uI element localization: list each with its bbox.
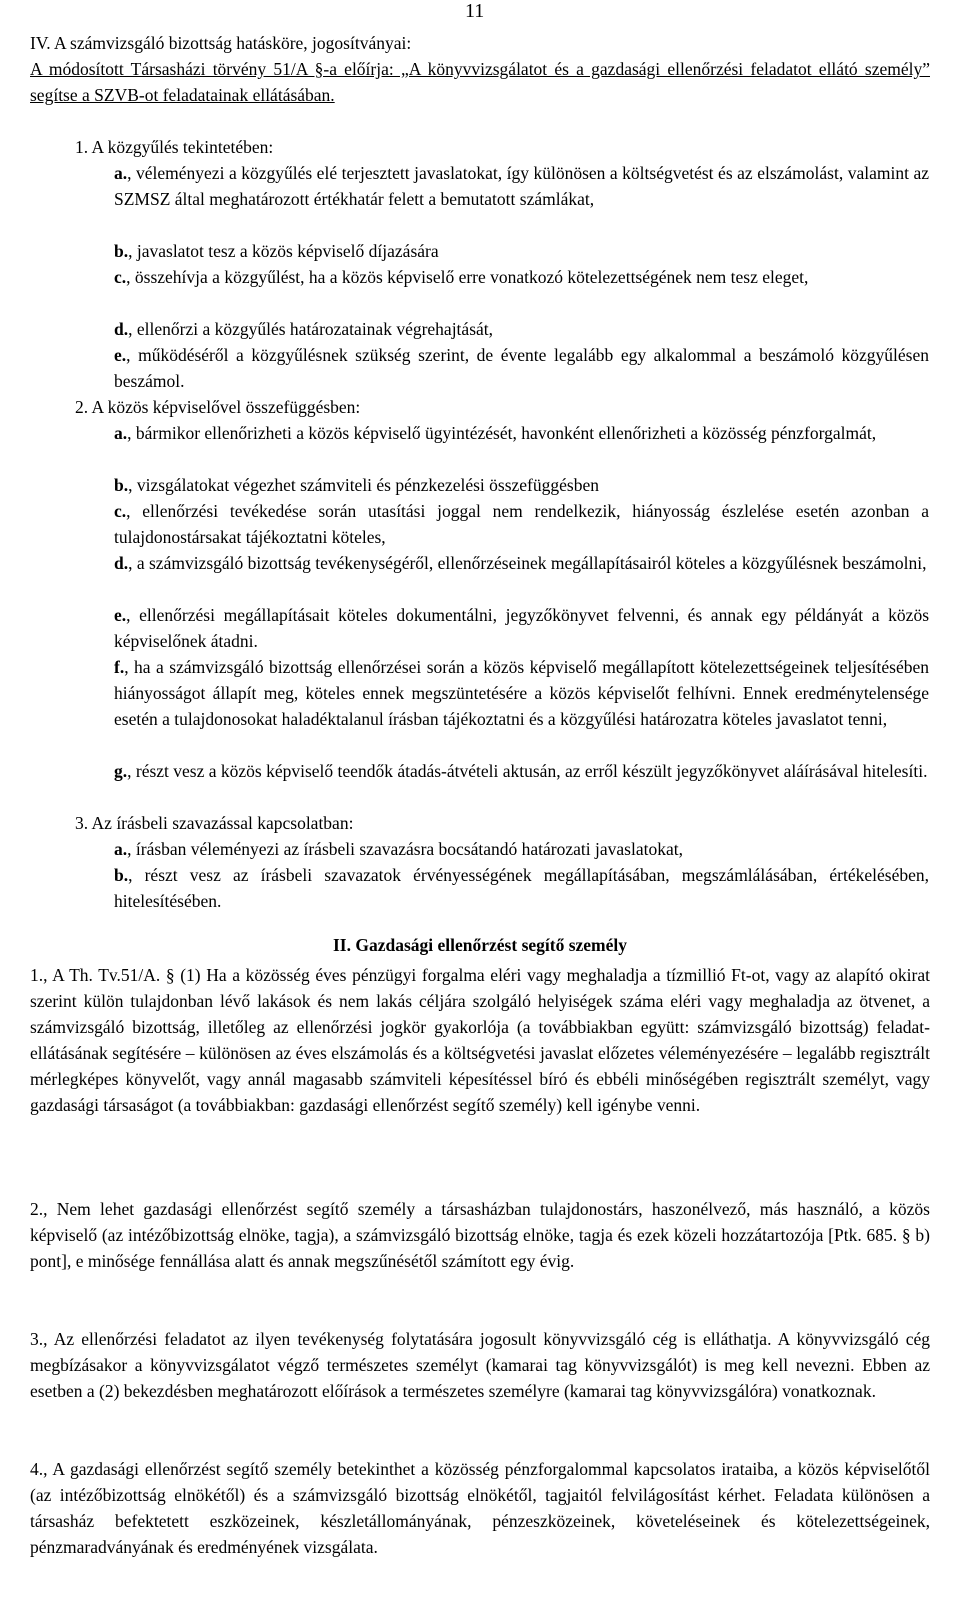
list-item: d., ellenőrzi a közgyűlés határozatainak végrehajtását, <box>114 319 494 339</box>
list-item: f., ha a számvizsgáló bizottság ellenőrzései során a közös képviselő megállapított kötelezettségeinek teljesítésében hiányosságot állapít meg, köteles ennek megszüntetésére a közös képviselőt felhívni. Ennek eredménytelensége esetén a tulajdonosokat haladéktalanul írásban tájékoztatni és a közgyűlési határozatra köteles javaslatot tenni, <box>114 657 929 729</box>
list-item: a., írásban véleményezi az írásbeli szavazásra bocsátandó határozati javaslatokat, <box>114 839 683 859</box>
section-iv-intro <box>30 56 930 108</box>
section-ii-heading: II. Gazdasági ellenőrzést segítő személy <box>332 935 628 955</box>
subheading-2: 2. A közös képviselővel összefüggésben: <box>75 397 361 417</box>
list-item: a., bármikor ellenőrizheti a közös képviselő ügyintézését, havonként ellenőrizheti a közösség pénzforgalmát, <box>114 423 877 443</box>
list-item: b., részt vesz az írásbeli szavazatok érvényességének megállapításában, megszámlálásában, értékelésében, hitelesítésében. <box>114 865 929 911</box>
paragraph-2: 2., Nem lehet gazdasági ellenőrzést segítő személy a társasházban tulajdonostárs, haszonélvező, más használó, a közös képviselő (az intézőbizottság elnöke, tagja), a számvizsgáló bizottság elnöke, tagja és ezek közeli hozzátartozója [Ptk. 685. § b) pont], e minősége fennállása alatt és annak megszűnésétől számított egy évig. <box>30 1199 930 1271</box>
list-item: e., működéséről a közgyűlésnek szükség szerint, de évente legalább egy alkalommal a beszámoló közgyűlésen beszámol. <box>114 345 929 391</box>
list-item: d., a számvizsgáló bizottság tevékenységéről, ellenőrzéseinek megállapításairól köteles a közgyűlésnek beszámolni, <box>114 553 927 573</box>
paragraph-1: 1., A Th. Tv.51/A. § (1) Ha a közösség éves pénzügyi forgalma eléri vagy meghaladja a tízmillió Ft-ot, vagy az alapító okirat szerint külön tulajdonban lévő lakások és nem lakás céljára szolgáló helyiségek száma eléri vagy meghaladja az ötvenet, a számvizsgáló bizottság, illetőleg az ellenőrzési jogkör gyakorlója (a továbbiakban együtt: számvizsgáló bizottság) feladat-ellátásának segítésére – különösen az éves elszámolás és a költségvetési javaslat előzetes véleményezésére – legalább regisztrált mérlegképes könyvelőt, vagy annál magasabb számviteli képesítéssel bíró és ebbéli minőségében regisztrált személyt, vagy gazdasági társaságot (a továbbiakban: gazdasági ellenőrzést segítő személy) kell igénybe venni. <box>30 965 930 1115</box>
subheading-1: 1. A közgyűlés tekintetében: <box>75 137 274 157</box>
section-iv-intro-text: A módosított Társasházi törvény 51/A §-a előírja: „A könyvvizsgálatot és a gazdasági ellenőrzési feladatot ellátó személy” segítse a SZVB-ot feladatainak ellátásában. <box>30 59 930 105</box>
list-item: c., összehívja a közgyűlést, ha a közös képviselő erre vonatkozó kötelezettségének nem tesz eleget, <box>114 267 809 287</box>
section-iv-title: IV. A számvizsgáló bizottság hatásköre, jogosítványai: <box>30 33 412 53</box>
list-item: a., véleményezi a közgyűlés elé terjesztett javaslatokat, így különösen a költségvetést és az elszámolást, valamint az SZMSZ által meghatározott értékhatár felett a bemutatott számlákat, <box>114 163 929 209</box>
list-item: b., vizsgálatokat végezhet számviteli és pénzkezelési összefüggésben <box>114 475 599 495</box>
list-item: c., ellenőrzési tevékedése során utasítási joggal nem rendelkezik, hiányosság észlelése esetén azonban a tulajdonostársakat tájékoztatni köteles, <box>114 501 929 547</box>
list-item: b., javaslatot tesz a közös képviselő díjazására <box>114 241 439 261</box>
paragraph-3: 3., Az ellenőrzési feladatot az ilyen tevékenység folytatására jogosult könyvvizsgáló cég is elláthatja. A könyvvizsgáló cég megbízásakor a könyvvizsgálatot végző természetes személyt (kamarai tag könyvvizsgálót) is meg kell nevezni. Ebben az esetben a (2) bekezdésben meghatározott előírások a természetes személyre (kamarai tag könyvvizsgálóra) vonatkoznak. <box>30 1329 930 1401</box>
list-item: e., ellenőrzési megállapításait köteles dokumentálni, jegyzőkönyvet felvenni, és annak egy példányát a közös képviselőnek átadni. <box>114 605 929 651</box>
subheading-3: 3. Az írásbeli szavazással kapcsolatban: <box>75 813 354 833</box>
page-number: 11 <box>465 0 485 22</box>
paragraph-4: 4., A gazdasági ellenőrzést segítő személy betekinthet a közösség pénzforgalommal kapcsolatos irataiba, a közös képviselőtől (az intézőbizottság elnökétől) és a számvizsgáló bizottság elnökétől, tagjaitól felvilágosítást kérhet. Feladata különösen a társasház befektetett eszközeinek, készletállományának, pénzeszközeinek, követeléseinek és kötelezettségeinek, pénzmaradványának és eredményének vizsgálata. <box>30 1459 930 1557</box>
list-item: g., részt vesz a közös képviselő teendők átadás-átvételi aktusán, az erről készült jegyzőkönyvet aláírásával hitelesíti. <box>114 761 928 781</box>
